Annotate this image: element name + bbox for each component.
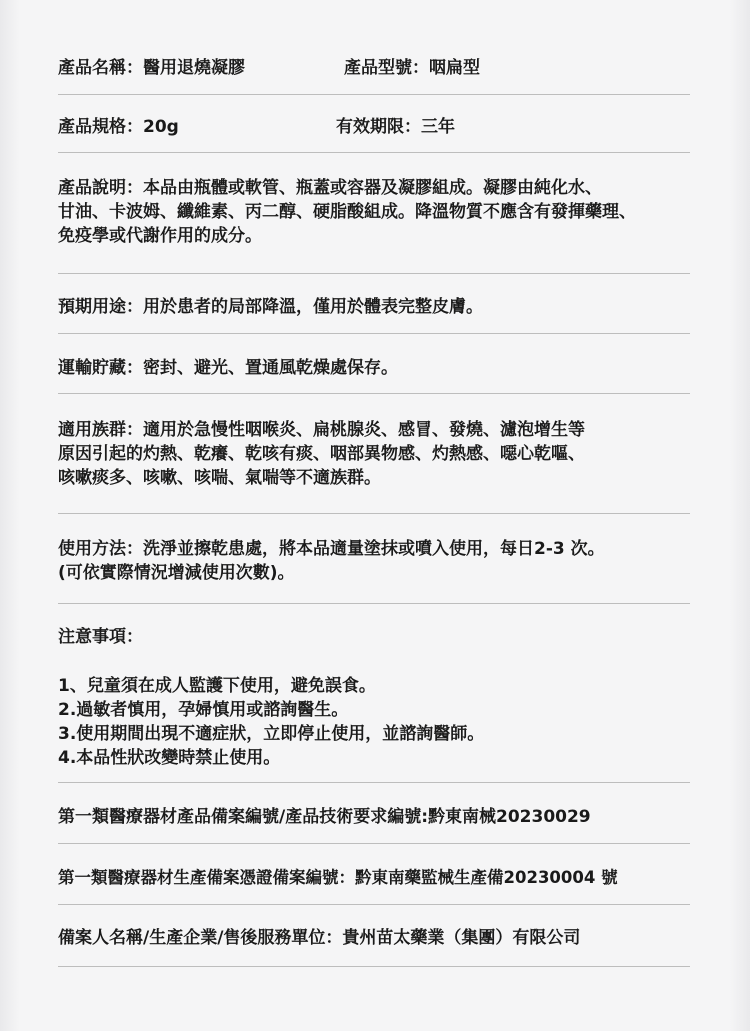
storage-conditions: 運輸貯藏：密封、避光、置通風乾燥處保存。 bbox=[58, 358, 398, 378]
divider bbox=[58, 966, 690, 967]
product-description bbox=[58, 176, 690, 248]
divider bbox=[58, 333, 690, 334]
expiry-period: 有效期限：三年 bbox=[336, 117, 455, 137]
description-line: 免疫學或代謝作用的成分。 bbox=[58, 226, 262, 246]
product-name-row bbox=[58, 56, 690, 80]
product-name: 產品名稱：醫用退燒凝膠 bbox=[58, 58, 245, 78]
intended-use: 預期用途：用於患者的局部降溫，僅用於體表完整皮膚。 bbox=[58, 297, 483, 317]
divider bbox=[58, 904, 690, 905]
divider bbox=[58, 513, 690, 514]
description-line: 甘油、卡波姆、纖維素、丙二醇、硬脂酸組成。降溫物質不應含有發揮藥理、 bbox=[58, 202, 636, 222]
divider bbox=[58, 393, 690, 394]
divider bbox=[58, 273, 690, 274]
target-group-line: 原因引起的灼熱、乾癢、乾咳有痰、咽部異物感、灼熱感、噁心乾嘔、 bbox=[58, 444, 585, 464]
product-model: 產品型號：咽扁型 bbox=[344, 58, 480, 78]
note-item: 1、兒童須在成人監護下使用，避免誤食。 bbox=[58, 676, 376, 696]
usage-instructions bbox=[58, 537, 690, 585]
target-group bbox=[58, 418, 690, 490]
notes-list bbox=[58, 674, 690, 770]
divider bbox=[58, 152, 690, 153]
note-item: 2.過敏者慎用，孕婦慎用或諮詢醫生。 bbox=[58, 700, 349, 720]
notes-title: 注意事項： bbox=[58, 627, 143, 647]
note-item: 4.本品性狀改變時禁止使用。 bbox=[58, 748, 281, 768]
product-size-row bbox=[58, 115, 690, 139]
divider bbox=[58, 94, 690, 95]
divider bbox=[58, 603, 690, 604]
product-size: 產品規格：20g bbox=[58, 117, 179, 137]
divider bbox=[58, 843, 690, 844]
target-group-line: 咳嗽痰多、咳嗽、咳喘、氣喘等不適族群。 bbox=[58, 468, 381, 488]
description-line: 產品說明：本品由瓶體或軟管、瓶蓋或容器及凝膠組成。凝膠由純化水、 bbox=[58, 178, 602, 198]
usage-line: 使用方法：洗淨並擦乾患處，將本品適量塗抹或噴入使用，每日2-3 次。 bbox=[58, 539, 605, 559]
registration-number: 第一類醫療器材產品備案編號/產品技術要求編號:黔東南械20230029 bbox=[58, 807, 591, 827]
usage-line: (可依實際情況增減使用次數)。 bbox=[58, 563, 295, 583]
production-certificate: 第一類醫療器材生產備案憑證備案編號：黔東南藥監械生產備20230004 號 bbox=[58, 868, 618, 887]
divider bbox=[58, 782, 690, 783]
target-group-line: 適用族群：適用於急慢性咽喉炎、扁桃腺炎、感冒、發燒、濾泡增生等 bbox=[58, 420, 585, 440]
company-info: 備案人名稱/生產企業/售後服務單位：貴州苗太藥業（集團）有限公司 bbox=[58, 928, 581, 948]
note-item: 3.使用期間出現不適症狀，立即停止使用，並諮詢醫師。 bbox=[58, 724, 485, 744]
